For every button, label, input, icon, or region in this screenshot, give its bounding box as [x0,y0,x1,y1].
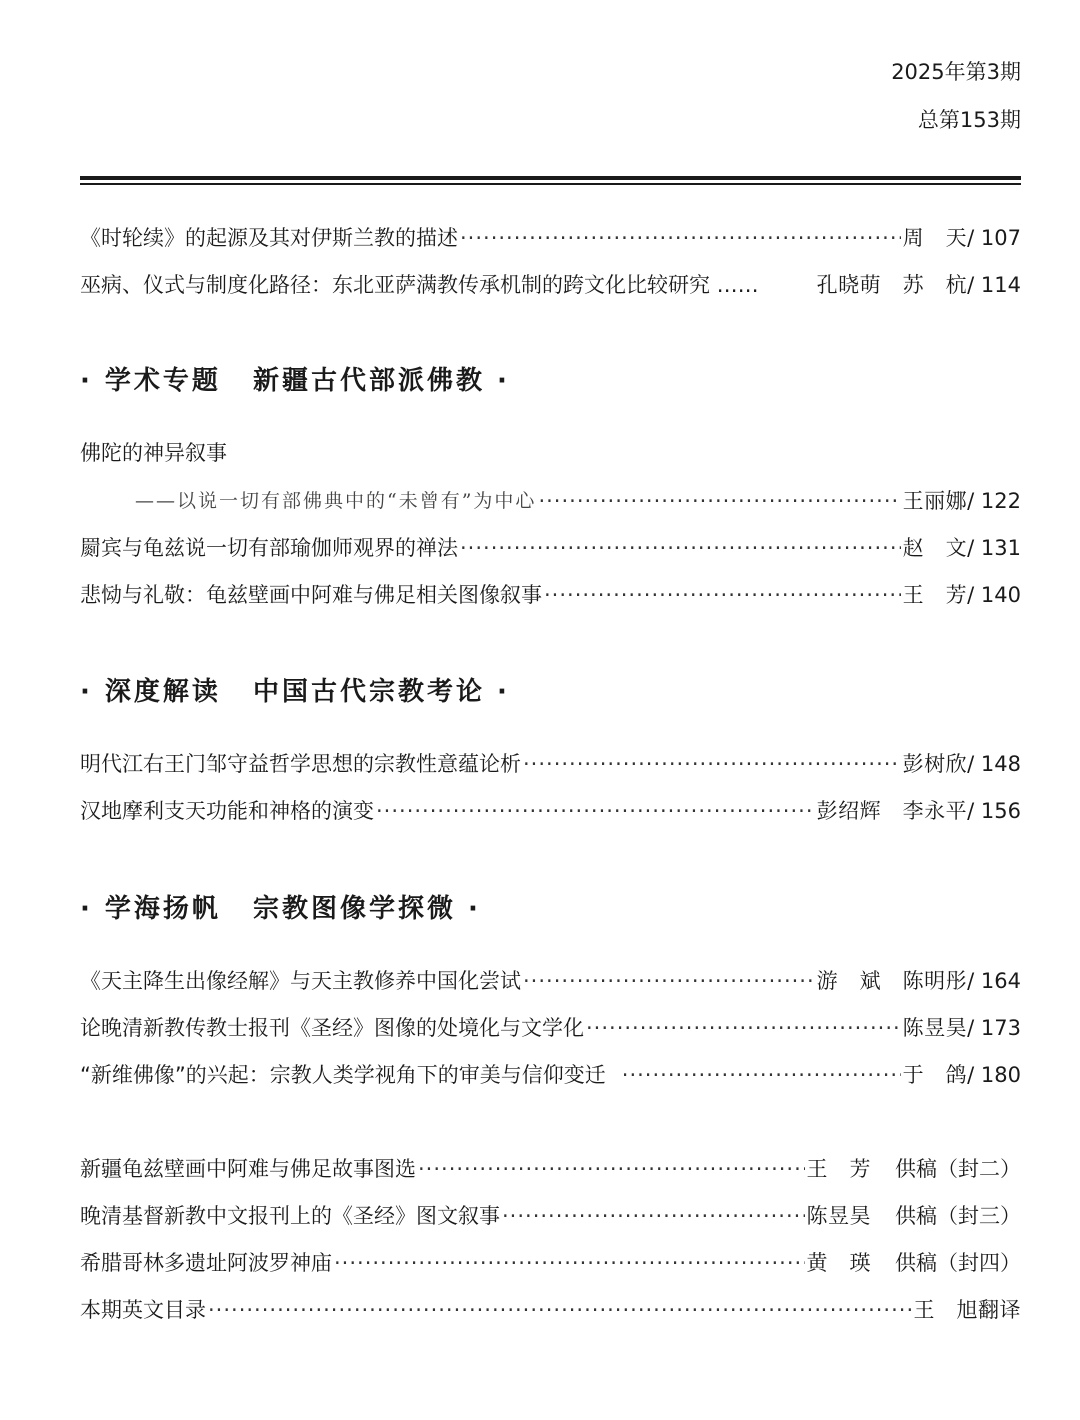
plate-entry[interactable] [80,1248,1021,1278]
entry-title: 希腊哥林多遗址阿波罗神庙 [80,1251,332,1275]
entry-author: 游 斌 陈明彤 [816,969,968,993]
leader-dots [622,1060,901,1090]
leader-dots [376,796,815,826]
toc-entry[interactable] [80,749,1021,779]
section-label: · 学海扬帆 [80,894,221,924]
entry-title: 《天主降生出像经解》与天主教修养中国化尝试 [80,969,521,993]
leader-dots [208,1295,912,1325]
entry-title: 晚清基督新教中文报刊上的《圣经》图文叙事 [80,1204,500,1228]
section-topic: 新疆古代部派佛教 · [252,366,510,396]
entry-subtitle: ——以说一切有部佛典中的“未曾有”为中心 [135,490,537,512]
leader-dots [544,580,901,610]
entry-title: 本期英文目录 [80,1298,206,1322]
leader-dots [502,1201,805,1231]
entry-title: 巫病、仪式与制度化路径：东北亚萨满教传承机制的跨文化比较研究 …… [80,273,759,297]
entry-author: 陈昱昊 [806,1204,871,1228]
leader-dots [460,223,901,253]
section-label: · 深度解读 [80,677,221,707]
toc-entry[interactable] [80,270,1021,300]
entry-page: / 164 [967,969,1021,993]
leader-dots [523,749,901,779]
toc-entry[interactable] [80,966,1021,996]
entry-title: 悲恸与礼敬：龟兹壁画中阿难与佛足相关图像叙事 [80,583,542,607]
entry-page: / 107 [967,226,1021,250]
entry-title: 汉地摩利支天功能和神格的演变 [80,799,374,823]
toc-entry[interactable] [80,796,1021,826]
plate-entry[interactable] [80,1154,1021,1184]
entry-page: / 180 [967,1063,1021,1087]
section-heading [80,364,510,398]
leader-dots [538,486,900,516]
entry-author: 黄 瑛 [806,1251,871,1275]
leader-dots [418,1154,805,1184]
entry-title: 论晚清新教传教士报刊《圣经》图像的处境化与文学化 [80,1016,584,1040]
section-label: · 学术专题 [80,366,221,396]
entry-author: 孔晓萌 苏 杭 [816,273,968,297]
leader-dots [586,1013,901,1043]
leader-dots [460,533,901,563]
entry-page: / 122 [967,489,1021,513]
section-topic: 宗教图像学探微 · [252,894,481,924]
entry-author: 彭树欣 [902,752,968,776]
entry-page: / 140 [967,583,1021,607]
entry-page: / 148 [967,752,1021,776]
header-rule-thick [80,176,1021,180]
entry-note: 供稿（封四） [895,1251,1021,1275]
entry-title: 新疆龟兹壁画中阿难与佛足故事图选 [80,1157,416,1181]
toc-entry[interactable] [80,1060,1021,1090]
total-issue-number: 总第153期 [917,108,1021,132]
entry-author: 王 芳 [902,583,968,607]
entry-author: 王丽娜 [902,489,968,513]
entry-note: 供稿（封二） [895,1157,1021,1181]
entry-author: 王 芳 [806,1157,871,1181]
entry-author: 王 旭翻译 [913,1298,1021,1322]
entry-title[interactable]: 佛陀的神异叙事 [80,441,227,465]
toc-entry[interactable] [80,1013,1021,1043]
entry-page: / 173 [967,1016,1021,1040]
entry-note: 供稿（封三） [895,1204,1021,1228]
leader-dots [523,966,815,996]
toc-entry[interactable] [80,533,1021,563]
entry-author: 于 鸽 [902,1063,968,1087]
entry-title: 罽宾与龟兹说一切有部瑜伽师观界的禅法 [80,536,458,560]
leader-dots [334,1248,805,1278]
entry-page: / 114 [967,273,1021,297]
section-heading [80,675,510,709]
section-heading [80,892,481,926]
entry-author: 赵 文 [902,536,968,560]
entry-author: 周 天 [902,226,968,250]
entry-author: 彭绍辉 李永平 [816,799,968,823]
toc-entry[interactable] [80,1295,1021,1325]
entry-page: / 156 [967,799,1021,823]
issue-number: 2025年第3期 [891,60,1021,84]
plate-entry[interactable] [80,1201,1021,1231]
toc-entry[interactable] [80,486,1021,516]
entry-title: 《时轮续》的起源及其对伊斯兰教的描述 [80,226,458,250]
entry-author: 陈昱昊 [902,1016,968,1040]
entry-title: 明代江右王门邹守益哲学思想的宗教性意蕴论析 [80,752,521,776]
header-rule-thin [80,183,1021,185]
entry-title: “新维佛像”的兴起：宗教人类学视角下的审美与信仰变迁 [80,1063,606,1087]
section-topic: 中国古代宗教考论 · [252,677,510,707]
toc-entry[interactable] [80,223,1021,253]
toc-entry[interactable] [80,580,1021,610]
entry-page: / 131 [967,536,1021,560]
